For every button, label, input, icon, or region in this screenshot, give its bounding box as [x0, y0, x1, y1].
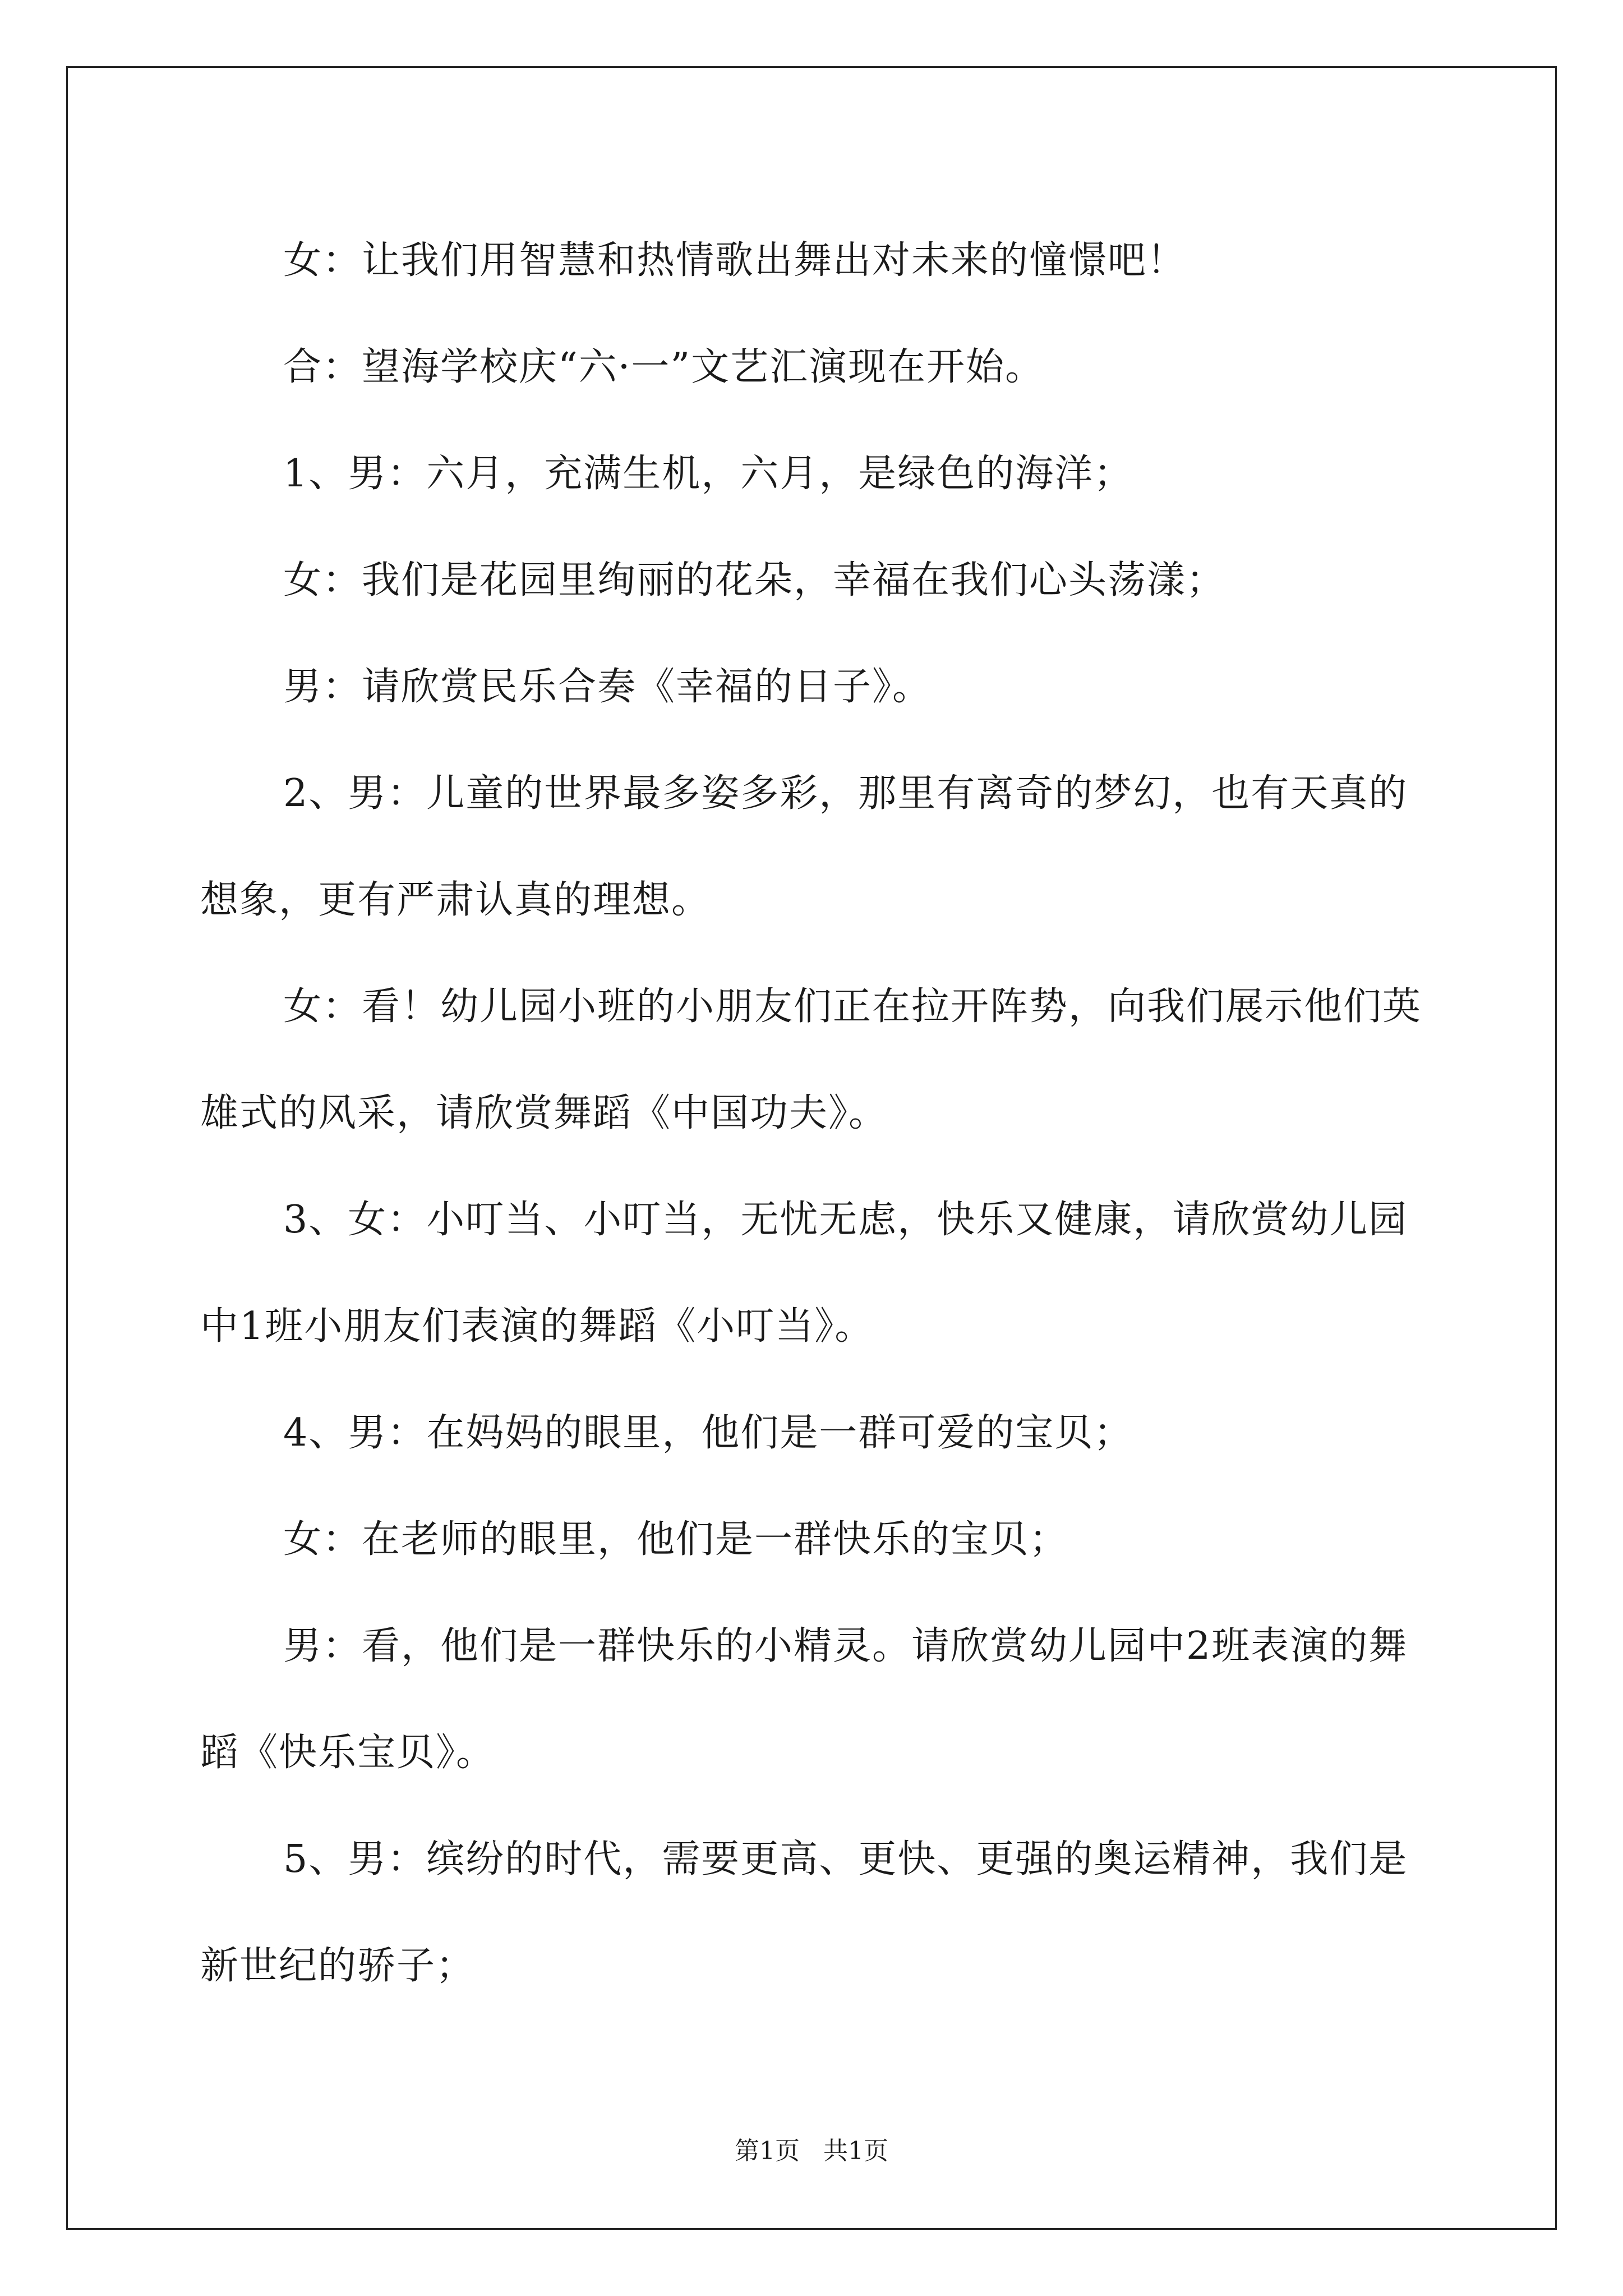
paragraph: 4、男：在妈妈的眼里，他们是一群可爱的宝贝； [283, 1411, 1133, 1455]
paragraph: 1、男：六月，充满生机，六月，是绿色的海洋； [283, 452, 1133, 496]
paragraph: 女：看！幼儿园小班的小朋友们正在拉开阵势，向我们展示他们英雄式的风采，请欣赏舞蹈《中国功夫》。 [200, 984, 1422, 1135]
paragraph: 合：望海学校庆“六·一”文艺汇演现在开始。 [283, 345, 1045, 389]
paragraph: 5、男：缤纷的时代，需要更高、更快、更强的奥运精神，我们是新世纪的骄子； [200, 1837, 1408, 1988]
paragraph: 女：我们是花园里绚丽的花朵，幸福在我们心头荡漾； [283, 558, 1226, 602]
paragraph: 女：让我们用智慧和热情歌出舞出对未来的憧憬吧！ [283, 238, 1187, 283]
page-footer [0, 2134, 1623, 2168]
paragraph: 女：在老师的眼里，他们是一群快乐的宝贝； [283, 1517, 1069, 1562]
document-body [200, 208, 1434, 2019]
paragraph: 3、女：小叮当、小叮当，无忧无虑，快乐又健康，请欣赏幼儿园中1班小朋友们表演的舞蹈《小叮当》。 [200, 1198, 1408, 1349]
page-total: 共1页 [823, 2137, 888, 2165]
page-number: 第1页 [735, 2137, 800, 2165]
paragraph: 男：请欣赏民乐合奏《幸福的日子》。 [283, 665, 932, 709]
paragraph: 男：看，他们是一群快乐的小精灵。请欣赏幼儿园中2班表演的舞蹈《快乐宝贝》。 [200, 1624, 1408, 1775]
paragraph: 2、男：儿童的世界最多姿多彩，那里有离奇的梦幻，也有天真的想象，更有严肃认真的理想。 [200, 771, 1408, 922]
